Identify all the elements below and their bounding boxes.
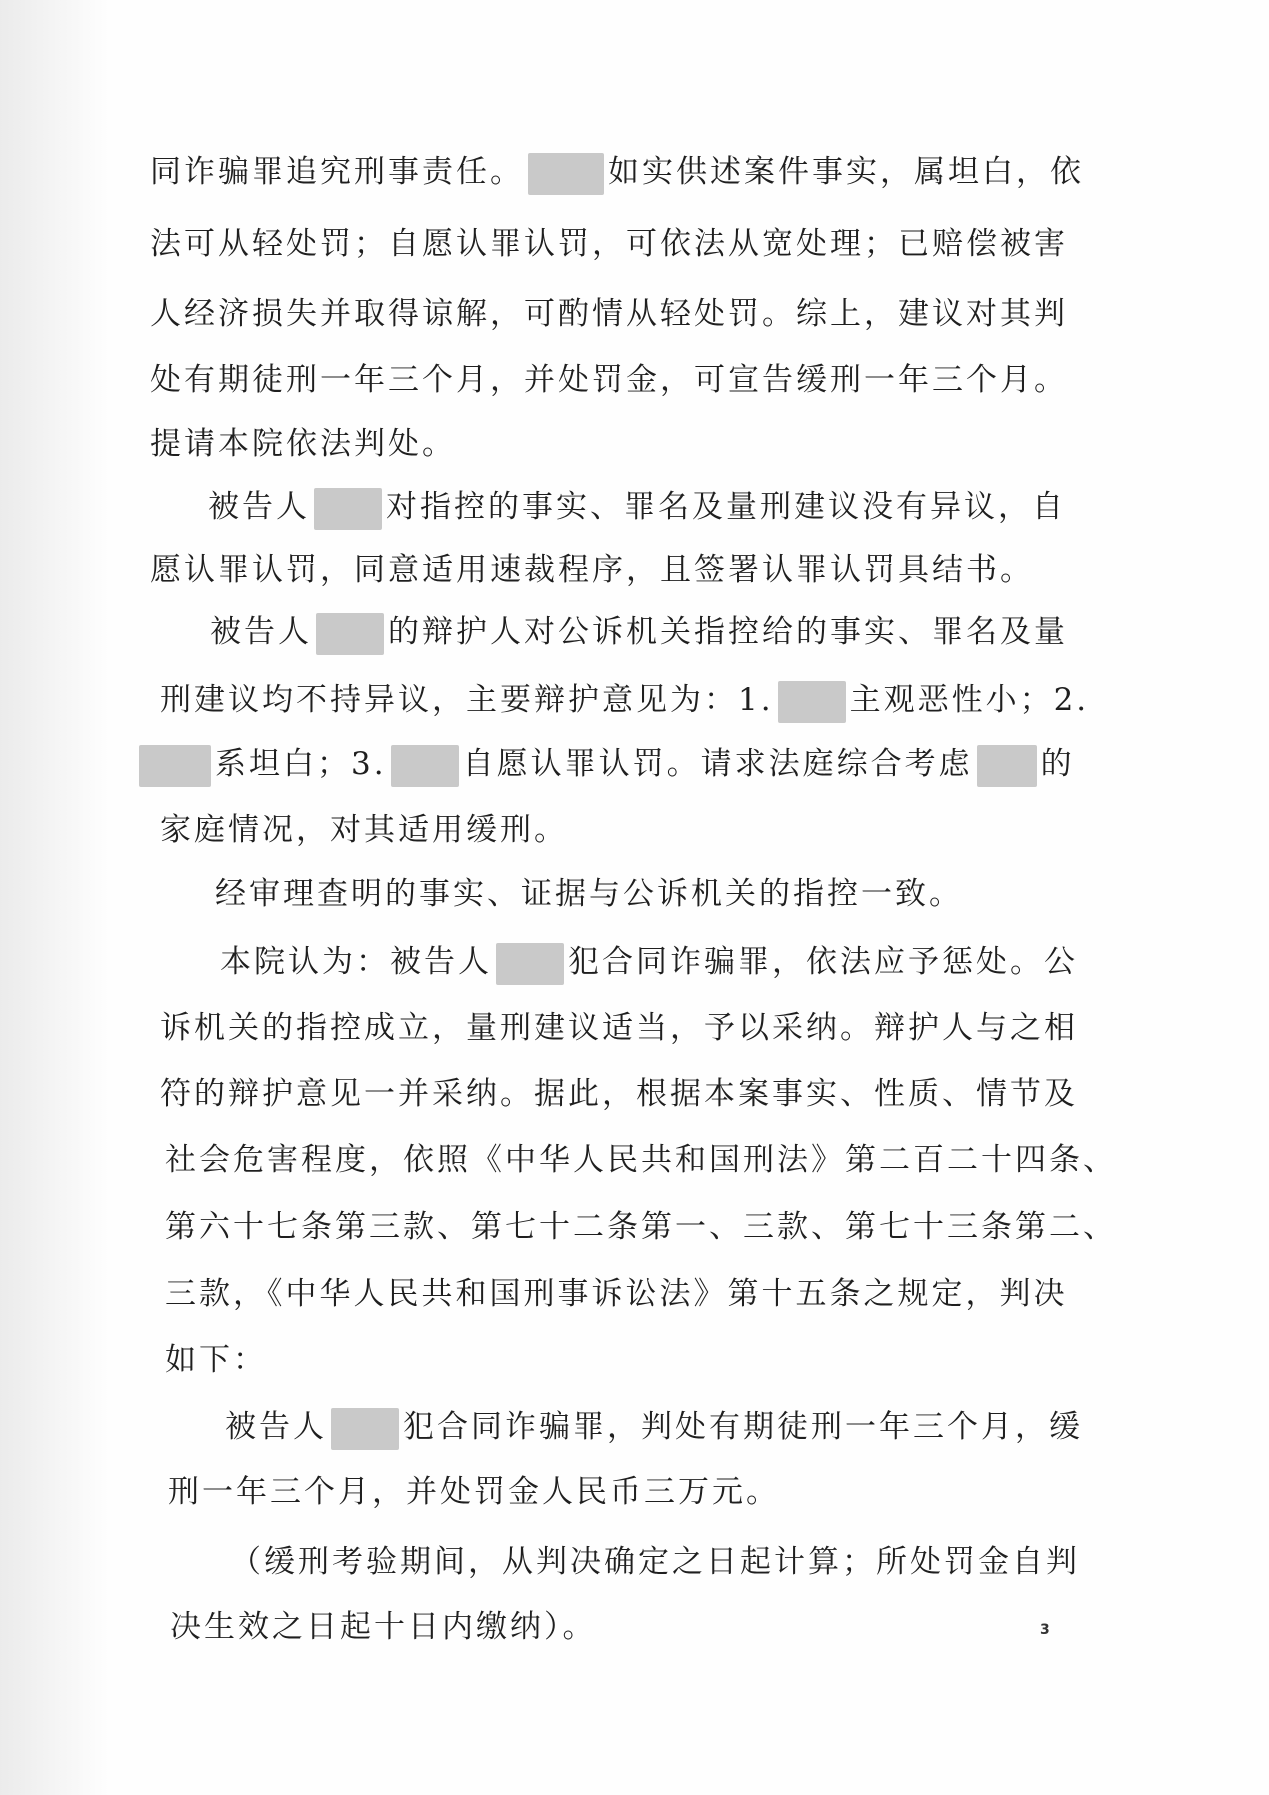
text-segment: 法可从轻处罚；自愿认罪认罚，可依法从宽处理；已赔偿被害	[150, 226, 1068, 262]
text-line	[225, 1405, 1083, 1449]
text-segment: 的辩护人对公诉机关指控给的事实、罪名及量	[388, 614, 1068, 650]
text-line	[230, 1540, 1080, 1584]
text-segment: 被告人	[225, 1409, 327, 1445]
text-segment: 家庭情况，对其适用缓刑。	[160, 812, 568, 848]
redaction-block	[977, 745, 1037, 787]
text-line	[165, 1138, 1117, 1182]
text-segment: 刑一年三个月，并处罚金人民币三万元。	[168, 1474, 780, 1510]
text-line	[160, 808, 568, 852]
text-segment: 被告人	[210, 614, 312, 650]
text-segment: 刑建议均不持异议，主要辩护意见为：1.	[160, 682, 774, 718]
text-segment: 处有期徒刑一年三个月，并处罚金，可宣告缓刑一年三个月。	[150, 362, 1068, 398]
text-segment: 如下：	[165, 1342, 267, 1378]
text-line	[150, 292, 1068, 336]
redaction-block	[331, 1408, 399, 1450]
text-segment: 诉机关的指控成立，量刑建议适当，予以采纳。辩护人与之相	[160, 1010, 1078, 1046]
text-segment: 符的辩护意见一并采纳。据此，根据本案事实、性质、情节及	[160, 1076, 1078, 1112]
page-number: 3	[1040, 1622, 1050, 1638]
text-segment: 人经济损失并取得谅解，可酌情从轻处罚。综上，建议对其判	[150, 296, 1068, 332]
text-segment: 犯合同诈骗罪，依法应予惩处。公	[568, 944, 1078, 980]
text-line	[165, 1272, 1068, 1316]
redaction-block	[391, 745, 459, 787]
redaction-block	[314, 488, 382, 530]
text-segment: 的	[1040, 746, 1075, 782]
text-line	[165, 1338, 267, 1382]
text-segment: 被告人	[208, 489, 310, 525]
text-segment: 第六十七条第三款、第七十二条第一、三款、第七十三条第二、	[165, 1209, 1117, 1245]
text-segment: 如实供述案件事实，属坦白，依	[608, 154, 1084, 190]
text-line	[135, 742, 1075, 786]
text-segment: 本院认为：被告人	[220, 944, 492, 980]
text-line	[150, 150, 1084, 194]
text-line	[170, 1605, 597, 1649]
scan-shadow	[0, 0, 110, 1795]
text-line	[208, 485, 1066, 529]
text-segment: 系坦白；3.	[215, 746, 387, 782]
text-line	[150, 422, 456, 466]
text-line	[165, 1205, 1117, 1249]
text-segment: 愿认罪认罚，同意适用速裁程序，且签署认罪认罚具结书。	[150, 552, 1034, 588]
text-line	[168, 1470, 780, 1514]
text-line	[150, 358, 1068, 402]
redaction-block	[528, 153, 604, 195]
text-segment: 社会危害程度，依照《中华人民共和国刑法》第二百二十四条、	[165, 1142, 1117, 1178]
text-segment: 主观恶性小；2.	[849, 682, 1090, 718]
redaction-block	[316, 613, 384, 655]
text-segment: 经审理查明的事实、证据与公诉机关的指控一致。	[215, 876, 963, 912]
text-segment: 提请本院依法判处。	[150, 426, 456, 462]
text-segment: 犯合同诈骗罪，判处有期徒刑一年三个月，缓	[403, 1409, 1083, 1445]
text-segment: 同诈骗罪追究刑事责任。	[150, 154, 524, 190]
text-line	[160, 678, 1089, 722]
text-line	[210, 610, 1068, 654]
text-segment: （缓刑考验期间，从判决确定之日起计算；所处罚金自判	[230, 1544, 1080, 1580]
text-segment: 自愿认罪认罚。请求法庭综合考虑	[462, 746, 973, 782]
text-segment: 对指控的事实、罪名及量刑建议没有异议，自	[386, 489, 1066, 525]
text-line	[220, 940, 1078, 984]
redaction-block	[139, 745, 211, 787]
text-line	[215, 872, 963, 916]
text-segment: 三款，《中华人民共和国刑事诉讼法》第十五条之规定，判决	[165, 1276, 1068, 1312]
text-line	[160, 1072, 1078, 1116]
redaction-block	[778, 681, 846, 723]
text-line	[150, 222, 1068, 266]
redaction-block	[496, 943, 564, 985]
text-line	[150, 548, 1034, 592]
text-segment: 决生效之日起十日内缴纳）。	[170, 1609, 597, 1645]
text-line	[160, 1006, 1078, 1050]
